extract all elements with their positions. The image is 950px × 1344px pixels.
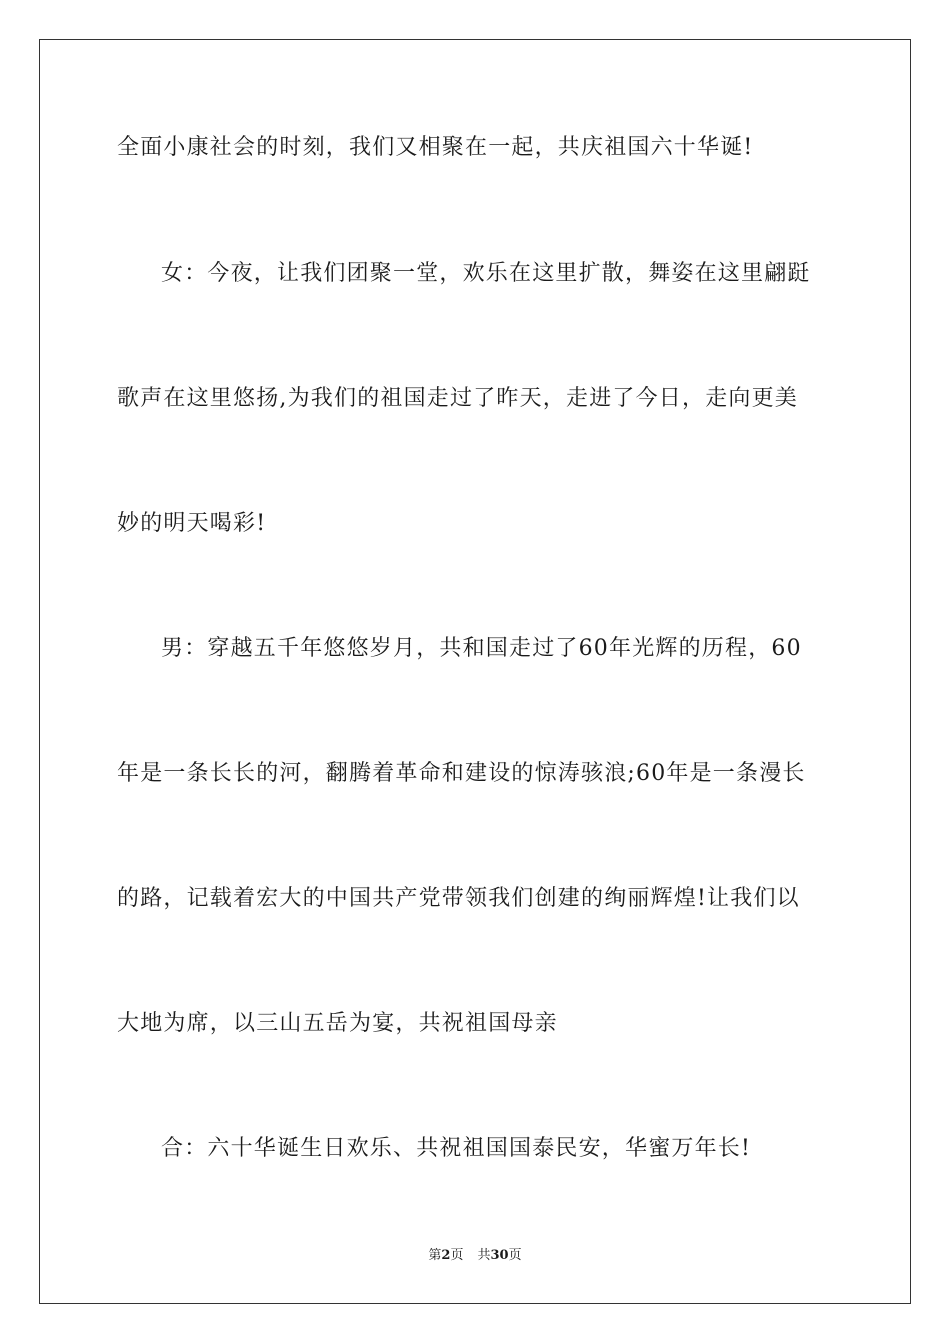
text-line-2: 女：今夜，让我们团聚一堂，欢乐在这里扩散，舞姿在这里翩跹 (161, 261, 811, 286)
text-line-5: 男：穿越五千年悠悠岁月，共和国走过了60年光辉的历程，60 (161, 636, 802, 661)
text-line-6: 年是一条长长的河，翻腾着革命和建设的惊涛骇浪;60年是一条漫长 (117, 761, 806, 786)
page-suffix: 页 (450, 1248, 464, 1263)
page-border (39, 39, 911, 1304)
text-line-9: 合：六十华诞生日欢乐、共祝祖国国泰民安，华蜜万年长! (161, 1136, 752, 1161)
page-footer (0, 1247, 950, 1265)
page-prefix: 第 (428, 1248, 442, 1263)
total-prefix: 共 (477, 1248, 491, 1263)
text-line-8: 大地为席，以三山五岳为宴，共祝祖国母亲 (117, 1011, 558, 1036)
text-line-1: 全面小康社会的时刻，我们又相聚在一起，共庆祖国六十华诞! (117, 135, 754, 160)
total-suffix: 页 (508, 1248, 522, 1263)
page-number: 2 (441, 1248, 451, 1263)
text-line-3: 歌声在这里悠扬,为我们的祖国走过了昨天，走进了今日，走向更美 (117, 386, 798, 411)
total-pages: 30 (490, 1248, 509, 1263)
text-line-7: 的路，记载着宏大的中国共产党带领我们创建的绚丽辉煌!让我们以 (117, 886, 800, 911)
text-line-4: 妙的明天喝彩! (117, 511, 267, 536)
